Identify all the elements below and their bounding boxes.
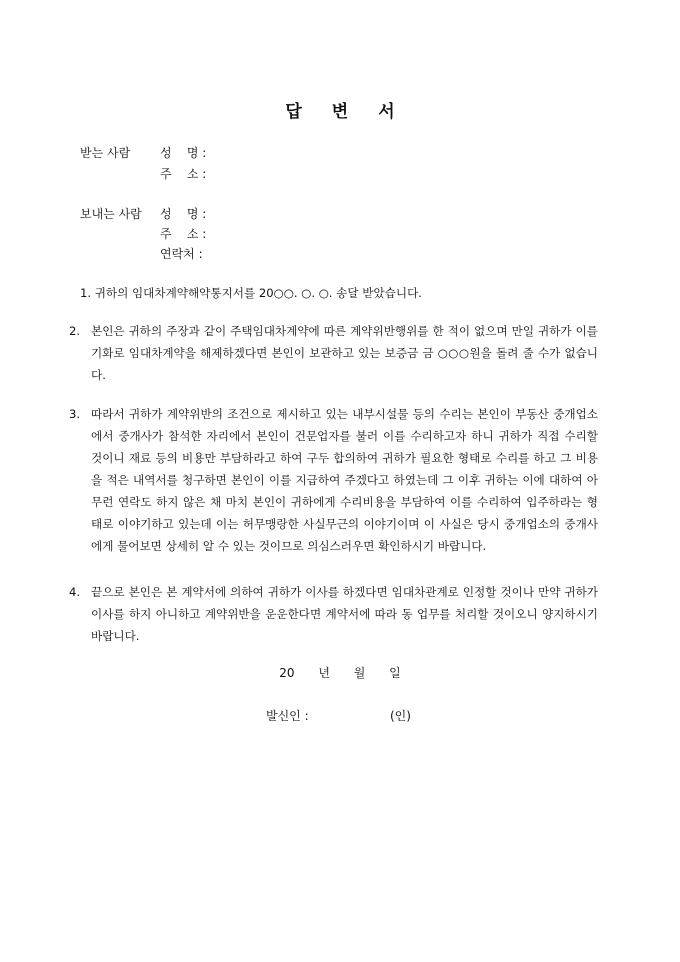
date-line (0, 664, 680, 681)
title-char: 서 (378, 102, 395, 122)
recipient-address-label: 주 소 : (160, 167, 207, 181)
paragraph-text: 본인은 귀하의 주장과 같이 주택임대차계약에 따른 계약위반행위를 한 적이 없으며 만일 귀하가 이를 기화로 임대차계약을 해제하겠다면 본인이 보관하고 있는 보증금 금 ○○○원을 돌려 줄 수가 없습니다. (91, 324, 598, 382)
paragraph-text: 귀하의 임대차계약해약통지서를 20○○. ○. ○. 송달 받았습니다. (94, 286, 422, 300)
sender-label: 보내는 사람 (80, 207, 142, 221)
paragraph-number: 3. (69, 407, 81, 421)
paragraph-number: 1. (80, 286, 92, 300)
signature-label: 발신인 : (266, 709, 309, 723)
title-char: 답 (285, 102, 302, 122)
document-title (0, 97, 680, 122)
paragraph-1 (80, 282, 598, 304)
signature-seal: (인) (390, 709, 411, 723)
title-char: 변 (331, 102, 349, 122)
paragraph-3 (69, 403, 598, 557)
sender-contact-label: 연락처 : (160, 247, 203, 261)
sender-name-label: 성 명 : (160, 207, 207, 221)
paragraph-4 (69, 581, 598, 647)
date-year: 20 (279, 666, 295, 680)
paragraph-number: 4. (69, 585, 81, 599)
date-year-unit: 년 (318, 666, 330, 680)
paragraph-text: 따라서 귀하가 계약위반의 조건으로 제시하고 있는 내부시설물 등의 수리는 본인이 부동산 중개업소에서 중개사가 참석한 자리에서 본인이 건문업자를 불러 이를 수리하고자 하니 귀하가 직접 수리할 것이니 재료 등의 비용만 부담하라고 하여 구두 합의하여 귀하가 필요한 형태로 수리를 하고 그 비용을 적은 내역서를 청구하면 본인이 이를 지급하여 주겠다고 하였는데 그 이후 귀하는 이에 대하여 아무런 연락도 하지 않은 채 마치 본인이 귀하에게 수리비용을 부담하여 이를 수리하여 입주하라는 형태로 이야기하고 있는데 이는 허무맹랑한 사실무근의 이야기이며 이 사실은 당시 중개업소의 중개사에게 물어보면 상세히 알 수 있는 것이므로 의심스러우면 확인하시기 바랍니다. (91, 407, 598, 553)
date-month-unit: 월 (353, 666, 366, 680)
paragraph-2 (69, 320, 598, 386)
recipient-label: 받는 사람 (80, 146, 131, 160)
recipient-name-label: 성 명 : (160, 146, 207, 160)
date-day-unit: 일 (389, 666, 401, 680)
paragraph-text: 끝으로 본인은 본 계약서에 의하여 귀하가 이사를 하겠다면 임대차관계로 인정할 것이나 만약 귀하가 이사를 하지 아니하고 계약위반을 운운한다면 계약서에 따라 동 업무를 처리할 것이오니 양지하시기 바랍니다. (91, 585, 598, 643)
sender-address-label: 주 소 : (160, 227, 207, 241)
paragraph-number: 2. (69, 324, 81, 338)
